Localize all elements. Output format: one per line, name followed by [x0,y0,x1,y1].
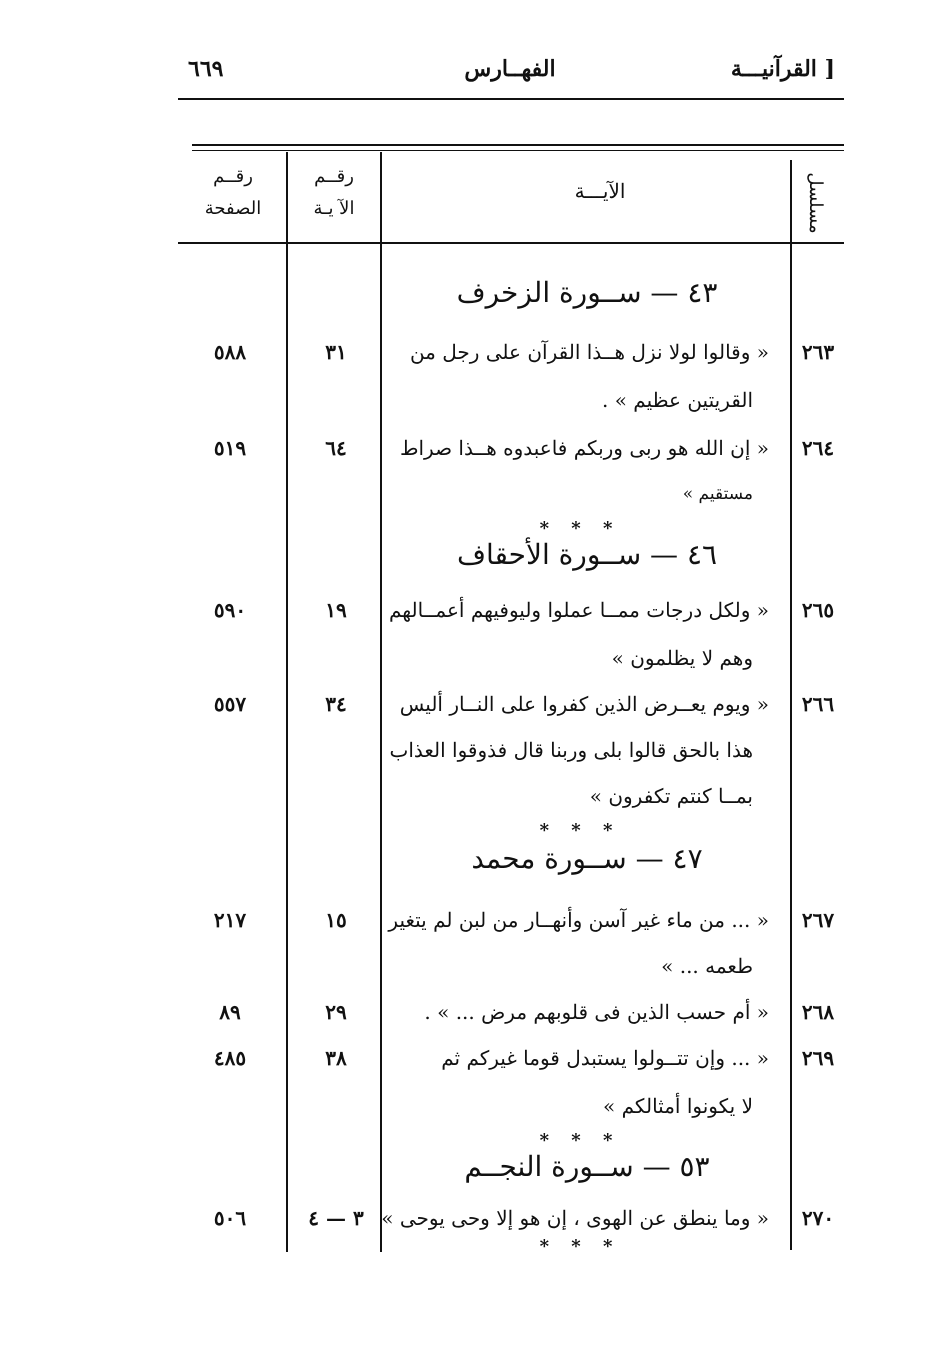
surah-title: ٤٣ — ســورة الزخرف [456,276,718,309]
verse-number: ٦٤ [325,436,347,460]
verse-number: ١٥ [325,908,347,932]
page-ref: ٥٨٨ [213,340,247,364]
verse-text-line: « ... من ماء غير آسن وأنهــار من لبن لم يتغير [388,908,769,932]
serial-number: ٢٦٩ [801,1046,835,1070]
verse-text-line: لا يكونوا أمثالكم » [603,1094,753,1118]
page-number: ٦٦٩ [188,56,224,82]
verse-text-line: وهم لا يظلمون » [611,646,753,670]
verse-text-line: مستقيم » [682,484,753,504]
verse-text-line: « وما ينطق عن الهوى ، إن هو إلا وحى يوحى » [381,1206,769,1230]
header-verse: الآيـــة [574,179,626,203]
verse-number: ١٩ [325,598,347,622]
verse-text-line: « وقالوا لولا نزل هــذا القرآن على رجل من [409,340,769,364]
serial-number: ٢٦٨ [801,1000,835,1024]
serial-number: ٢٧٠ [801,1206,835,1230]
page-ref: ٥١٩ [213,436,247,460]
surah-title: ٥٣ — ســورة النجــم [464,1150,710,1183]
header-serial: مسلسل [805,172,826,234]
serial-number: ٢٦٥ [801,598,835,622]
column-divider-verse-number [380,152,382,1252]
page-ref: ٥٠٦ [213,1206,247,1230]
verse-text-line: « ... وإن تتــولوا يستبدل قوما غيركم ثم [441,1046,769,1070]
page-ref: ٥٥٧ [213,692,247,716]
verse-number: ٢٩ [325,1000,347,1024]
header-title: الفهــارس [464,56,556,82]
header-page-line1: رقــم [213,166,253,187]
verse-number: ٣٤ [325,692,347,716]
surah-title: ٤٧ — ســورة محمد [471,842,703,875]
page-ref: ٢١٧ [213,908,247,932]
page-ref: ٤٨٥ [213,1046,247,1070]
table-top-rule [192,144,844,146]
surah-title: ٤٦ — ســورة الأحقاف [456,538,718,571]
serial-number: ٢٦٣ [801,340,835,364]
verse-text-line: « أم حسب الذين فى قلوبهم مرض ... » . [424,1000,769,1024]
header-right: القرآنيـــة ] [730,56,835,82]
verse-text-line: « ولكل درجات ممــا عملوا وليوفيهم أعمــالهم [389,598,769,622]
header-verse-number-line1: رقــم [314,166,354,187]
table-top-rule-2 [192,150,844,151]
page-ref: ٥٩٠ [213,598,247,622]
verse-text-line: « إن الله هو ربى وربكم فاعبدوه هــذا صراط [400,436,769,460]
verse-text-line: بمــا كنتم تكفرون » [589,784,753,808]
verse-text-line: هذا بالحق قالوا بلى وربنا قال فذوقوا العذاب [389,738,753,762]
verse-text-line: طعمه ... » [661,954,753,978]
header-rule [178,98,844,100]
verse-number: ٣ — ٤ [308,1206,364,1230]
header-page-line2: الصفحة [204,198,262,219]
section-separator: * * * [539,1236,621,1257]
serial-number: ٢٦٤ [801,436,835,460]
serial-number: ٢٦٦ [801,692,835,716]
header-verse-number-line2: الآ يـة [313,198,355,219]
verse-text-line: القريتين عظيم » . [601,388,753,412]
verse-number: ٣١ [325,340,347,364]
section-separator: * * * [539,1130,621,1151]
verse-text-line: « ويوم يعــرض الذين كفروا على النــار أليس [399,692,769,716]
section-separator: * * * [539,820,621,841]
verse-number: ٣٨ [325,1046,347,1070]
column-divider-page [286,152,288,1252]
serial-number: ٢٦٧ [801,908,835,932]
section-separator: * * * [539,518,621,539]
page-ref: ٨٩ [219,1000,241,1024]
table-header-rule [178,242,844,244]
